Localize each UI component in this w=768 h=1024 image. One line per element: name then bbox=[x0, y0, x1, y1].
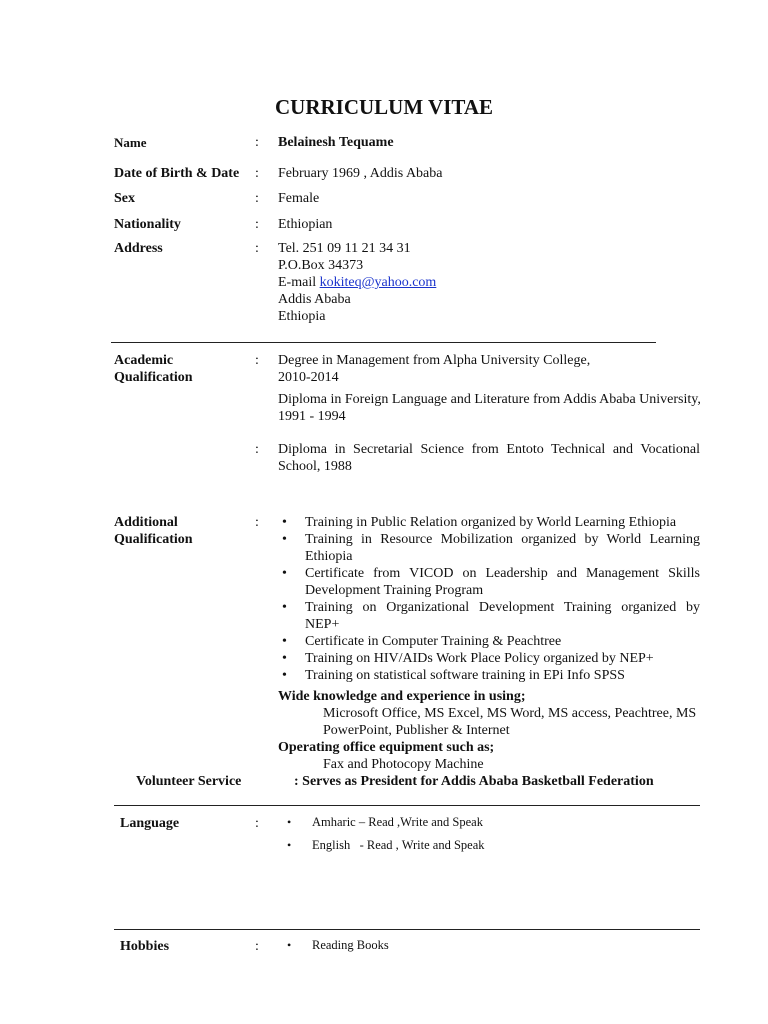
name-label: Name bbox=[114, 135, 147, 150]
bullet: • bbox=[287, 838, 292, 852]
address-tel: Tel. 251 09 11 21 34 31 bbox=[278, 241, 411, 256]
section-divider bbox=[114, 929, 700, 930]
diploma1-line2: 1991 - 1994 bbox=[278, 409, 346, 424]
sex-label: Sex bbox=[114, 191, 135, 206]
equipment-value: Fax and Photocopy Machine bbox=[323, 757, 484, 772]
sex-colon: : bbox=[255, 191, 259, 206]
nationality-label: Nationality bbox=[114, 217, 181, 232]
address-label: Address bbox=[114, 241, 163, 256]
address-country: Ethiopia bbox=[278, 309, 326, 324]
list-item: • Training on Organizational Development Training organized by NEP+ bbox=[278, 599, 700, 633]
degree-line2: 2010-2014 bbox=[278, 370, 339, 385]
knowledge-line1: Microsoft Office, MS Excel, MS Word, MS access, Peachtree, MS bbox=[323, 706, 697, 721]
equipment-heading: Operating office equipment such as; bbox=[278, 740, 495, 755]
email-link[interactable]: kokiteq@yahoo.com bbox=[319, 275, 437, 290]
degree-line1: Degree in Management from Alpha University College, bbox=[278, 353, 591, 368]
dob-value: February 1969 , Addis Ababa bbox=[278, 166, 443, 181]
additional-label-line2: Qualification bbox=[114, 532, 193, 547]
academic-diploma1 bbox=[278, 391, 701, 425]
hobby-item: Reading Books bbox=[312, 938, 389, 952]
language-amharic: Amharic – Read ,Write and Speak bbox=[312, 815, 483, 829]
volunteer-label: Volunteer Service bbox=[136, 774, 242, 789]
bullet: • bbox=[287, 938, 292, 952]
diploma2-colon: : bbox=[255, 442, 259, 457]
language-english: English - Read , Write and Speak bbox=[312, 838, 485, 852]
additional-label bbox=[114, 514, 193, 548]
academic-label-line1: Academic bbox=[114, 353, 174, 368]
address-block bbox=[278, 240, 436, 325]
list-item: • Certificate from VICOD on Leadership and Management Skills Development Training Program bbox=[278, 565, 700, 599]
academic-diploma2: Diploma in Secretarial Science from Entoto Technical and Vocational School, 1988 bbox=[278, 442, 700, 474]
training-list bbox=[278, 514, 700, 684]
list-item: • Certificate in Computer Training & Peachtree bbox=[278, 633, 700, 650]
page-title: CURRICULUM VITAE bbox=[275, 95, 493, 119]
address-city: Addis Ababa bbox=[278, 292, 351, 307]
email-prefix: E-mail bbox=[278, 275, 320, 290]
dob-colon: : bbox=[255, 166, 259, 181]
address-colon: : bbox=[255, 241, 259, 256]
volunteer-value: : Serves as President for Addis Ababa Basketball Federation bbox=[294, 774, 654, 789]
name-value: Belainesh Tequame bbox=[278, 135, 394, 150]
list-item: • Training in Resource Mobilization organized by World Learning Ethiopia bbox=[278, 531, 700, 565]
nationality-value: Ethiopian bbox=[278, 217, 333, 232]
address-pobox: P.O.Box 34373 bbox=[278, 258, 364, 273]
academic-degree bbox=[278, 352, 590, 386]
dob-label: Date of Birth & Date bbox=[114, 166, 240, 181]
language-colon: : bbox=[255, 816, 259, 831]
knowledge-heading: Wide knowledge and experience in using; bbox=[278, 689, 526, 704]
list-item: • Training in Public Relation organized by World Learning Ethiopia bbox=[278, 514, 700, 531]
address-email-line bbox=[278, 274, 436, 291]
knowledge-line2: PowerPoint, Publisher & Internet bbox=[323, 723, 510, 738]
hobbies-colon: : bbox=[255, 939, 259, 954]
section-divider bbox=[114, 805, 700, 806]
additional-label-line1: Additional bbox=[114, 515, 178, 530]
list-item: • Training on HIV/AIDs Work Place Policy organized by NEP+ bbox=[278, 650, 700, 667]
academic-colon: : bbox=[255, 353, 259, 368]
name-colon: : bbox=[255, 135, 259, 150]
hobbies-label: Hobbies bbox=[120, 939, 170, 954]
sex-value: Female bbox=[278, 191, 320, 206]
academic-label-line2: Qualification bbox=[114, 370, 193, 385]
bullet: • bbox=[287, 815, 292, 829]
language-label: Language bbox=[120, 816, 180, 831]
section-divider bbox=[111, 342, 656, 343]
additional-colon: : bbox=[255, 515, 259, 530]
academic-label bbox=[114, 352, 193, 386]
diploma1-line1: Diploma in Foreign Language and Literature from Addis Ababa University, bbox=[278, 392, 701, 407]
list-item: • Training on statistical software training in EPi Info SPSS bbox=[278, 667, 700, 684]
nationality-colon: : bbox=[255, 217, 259, 232]
